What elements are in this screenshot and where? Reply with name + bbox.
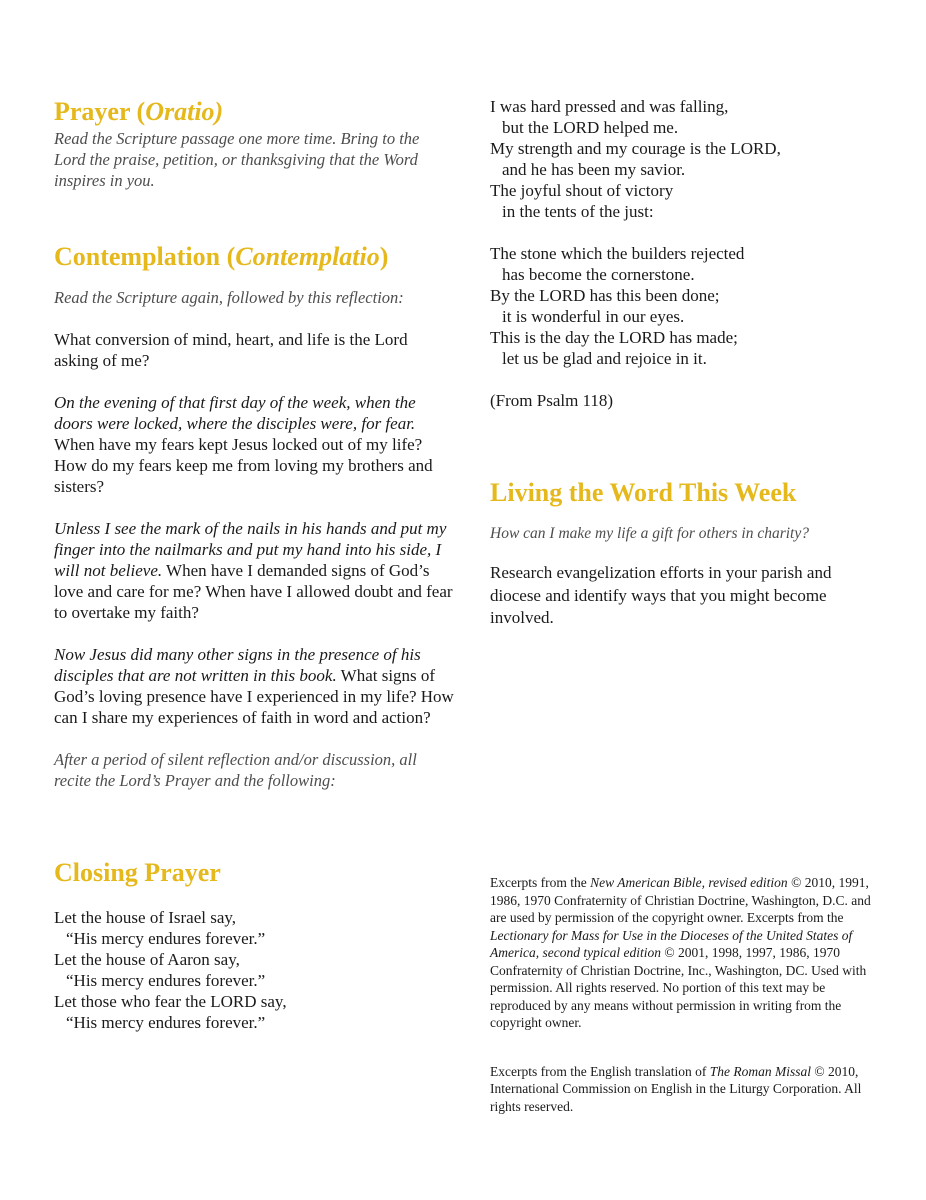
living-word-text: Research evangelization efforts in your parish and diocese and identify ways that you might become involved. (490, 563, 832, 627)
contemplation-heading: Contemplation (Contemplatio) (54, 242, 389, 271)
right-column (490, 96, 880, 630)
contemplation-instruction: Read the Scripture again, followed by this reflection: (54, 288, 404, 307)
closing-instruction: After a period of silent reflection and/or discussion, all recite the Lord’s Prayer and the following: (54, 750, 417, 790)
psalm-line: it is wonderful in our eyes. (502, 307, 685, 326)
psalm-line: but the LORD helped me. (502, 118, 679, 137)
psalm-stanza-1 (490, 96, 880, 222)
psalm-line: My strength and my courage is the LORD, (490, 139, 781, 158)
living-word-question: How can I make my life a gift for others in charity? (490, 525, 809, 542)
psalm-line: let us be glad and rejoice in it. (502, 349, 707, 368)
living-word-heading: Living the Word This Week (490, 478, 797, 507)
psalm-line: This is the day the LORD has made; (490, 328, 738, 347)
psalm-stanza-2 (490, 243, 880, 369)
psalm-line: in the tents of the just: (502, 202, 654, 221)
reflection-1: On the evening of that first day of the week, when the doors were locked, where the disciples were, for fear. When have my fears kept Jesus locked out of my life? How do my fears keep me from loving my brothers and sisters? (54, 393, 433, 496)
reflection-3: Now Jesus did many other signs in the presence of his disciples that are not written in this book. What signs of God’s loving presence have I experienced in my life? How can I share my experiences of faith in word and action? (54, 645, 454, 727)
closing-prayer-heading: Closing Prayer (54, 858, 221, 887)
psalm-line: The joyful shout of victory (490, 181, 674, 200)
prayer-heading: Prayer (Oratio) (54, 97, 224, 126)
closing-prayer-line: “His mercy endures forever.” (66, 971, 266, 990)
closing-prayer-line: “His mercy endures forever.” (66, 1013, 266, 1032)
closing-prayer-line: Let those who fear the LORD say, (54, 992, 287, 1011)
psalm-line: I was hard pressed and was falling, (490, 97, 729, 116)
closing-prayer-line: Let the house of Israel say, (54, 908, 237, 927)
left-column (54, 96, 454, 1033)
psalm-line: and he has been my savior. (502, 160, 686, 179)
copyright-notice (490, 874, 875, 1115)
psalm-line: The stone which the builders rejected (490, 244, 745, 263)
closing-prayer-line: “His mercy endures forever.” (66, 929, 266, 948)
copyright-paragraph-2: Excerpts from the English translation of The Roman Missal © 2010, International Commission on English in the Liturgy Corporation. All rights reserved. (490, 1063, 862, 1114)
psalm-line: has become the cornerstone. (502, 265, 695, 284)
contemplation-question: What conversion of mind, heart, and life is the Lord asking of me? (54, 330, 408, 370)
psalm-line: By the LORD has this been done; (490, 286, 720, 305)
prayer-instruction: Read the Scripture passage one more time. Bring to the Lord the praise, petition, or thanksgiving that the Word inspires in you. (54, 129, 420, 190)
closing-prayer-line: Let the house of Aaron say, (54, 950, 240, 969)
copyright-paragraph-1: Excerpts from the New American Bible, revised edition © 2010, 1991, 1986, 1970 Confraternity of Christian Doctrine, Washington, D.C. and are used by permission of the copyright owner. Excerpts from the Lectionary for Mass for Use in the Dioceses of the United States of America, second typical edition © 2001, 1998, 1997, 1986, 1970 Confraternity of Christian Doctrine, Inc., Washington, DC. Used with permission. All rights reserved. No portion of this text may be reproduced by any means without permission in writing from the copyright owner. (490, 875, 871, 1030)
psalm-source: (From Psalm 118) (490, 391, 614, 410)
reflection-2: Unless I see the mark of the nails in his hands and put my finger into the nailmarks and put my hand into his side, I will not believe. When have I demanded signs of God’s love and care for me? When have I allowed doubt and fear to overtake my faith? (54, 519, 453, 622)
closing-prayer-text (54, 907, 454, 1033)
